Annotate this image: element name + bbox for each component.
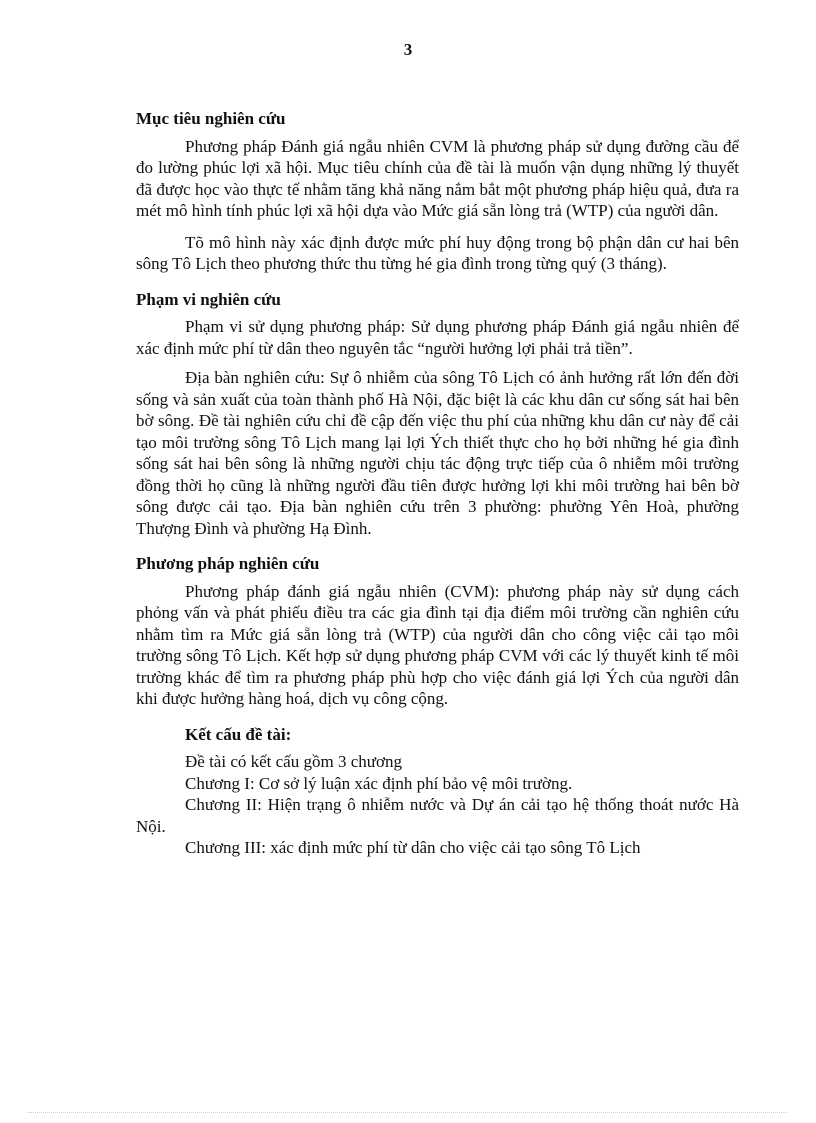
section-structure (136, 724, 739, 859)
scope-paragraph-1: Phạm vi sử dụng phương pháp: Sử dụng phương pháp Đánh giá ngẫu nhiên để xác định mức phí từ dân theo nguyên tắc “người hưởng lợi phải trả tiền”. (136, 317, 739, 358)
objectives-paragraph-2: Tõ mô hình này xác định được mức phí huy động trong bộ phận dân cư hai bên sông Tô Lịch theo phương thức thu từng hé gia đình trong từng quý (3 tháng). (136, 232, 739, 273)
section-objectives (136, 108, 739, 275)
heading-scope: Phạm vi nghiên cứu (136, 289, 281, 309)
objectives-paragraph-1: Phương pháp Đánh giá ngẫu nhiên CVM là phương pháp sử dụng đường cầu để đo lường phúc lợi xã hội. Mục tiêu chính của đề tài là muốn vận dụng những lý thuyết đã được học vào thực tế nhằm tăng khả năng nắm bắt một phương pháp hiệu quả, đưa ra mét mô hình tính phúc lợi xã hội dựa vào Mức giá sẵn lòng trả (WTP) của người dân. (136, 136, 739, 220)
heading-objectives: Mục tiêu nghiên cứu (136, 109, 286, 128)
heading-methods: Phương pháp nghiên cứu (136, 554, 320, 573)
document-body (136, 108, 739, 859)
structure-chapter-2: Chương II: Hiện trạng ô nhiễm nước và Dự án cải tạo hệ thống thoát nước Hà Nội. (136, 795, 739, 836)
section-methods (136, 553, 739, 710)
heading-structure: Kết cấu đề tài: (185, 724, 292, 744)
structure-intro: Đề tài có kết cấu gồm 3 chương (185, 752, 402, 771)
scope-paragraph-2: Địa bàn nghiên cứu: Sự ô nhiễm của sông Tô Lịch có ảnh hưởng rất lớn đến đời sống và sản xuất của toàn thành phố Hà Nội, đặc biệt là các khu dân cư sống sát hai bên bờ sông. Đề tài nghiên cứu chỉ đề cập đến việc thu phí của những khu dân cư này để cải tạo môi trường sông Tô Lịch mang lại lợi Ých thiết thực cho họ bởi những hé gia đình sống sát hai bên sông là những người chịu tác động trực tiếp của ô nhiễm môi trường đồng thời họ cũng là những người đầu tiên được hưởng lợi khi môi trường hai bên bờ sông được cải tạo. Địa bàn nghiên cứu trên 3 phường: phường Yên Hoà, phường Thượng Đình và phường Hạ Đình. (136, 368, 739, 538)
section-scope (136, 289, 739, 540)
footer-divider (28, 1112, 788, 1113)
structure-chapter-3: Chương III: xác định mức phí từ dân cho việc cải tạo sông Tô Lịch (185, 838, 641, 857)
structure-chapter-1: Chương I: Cơ sở lý luận xác định phí bảo vệ môi trường. (185, 773, 573, 793)
page-number: 3 (403, 40, 413, 59)
methods-paragraph-1: Phương pháp đánh giá ngẫu nhiên (CVM): phương pháp này sử dụng cách phỏng vấn và phát phiếu điều tra các gia đình tại địa điểm môi trường cần nghiên cứu nhằm tìm ra Mức giá sẵn lòng trả (WTP) của người dân cho công việc cải tạo môi trường sông Tô Lịch. Kết hợp sử dụng phương pháp CVM với các lý thuyết kinh tế môi trường khác để tìm ra phương pháp phù hợp cho việc đánh giá lợi Ých của người dân khi được hưởng hàng hoá, dịch vụ công cộng. (136, 581, 739, 708)
